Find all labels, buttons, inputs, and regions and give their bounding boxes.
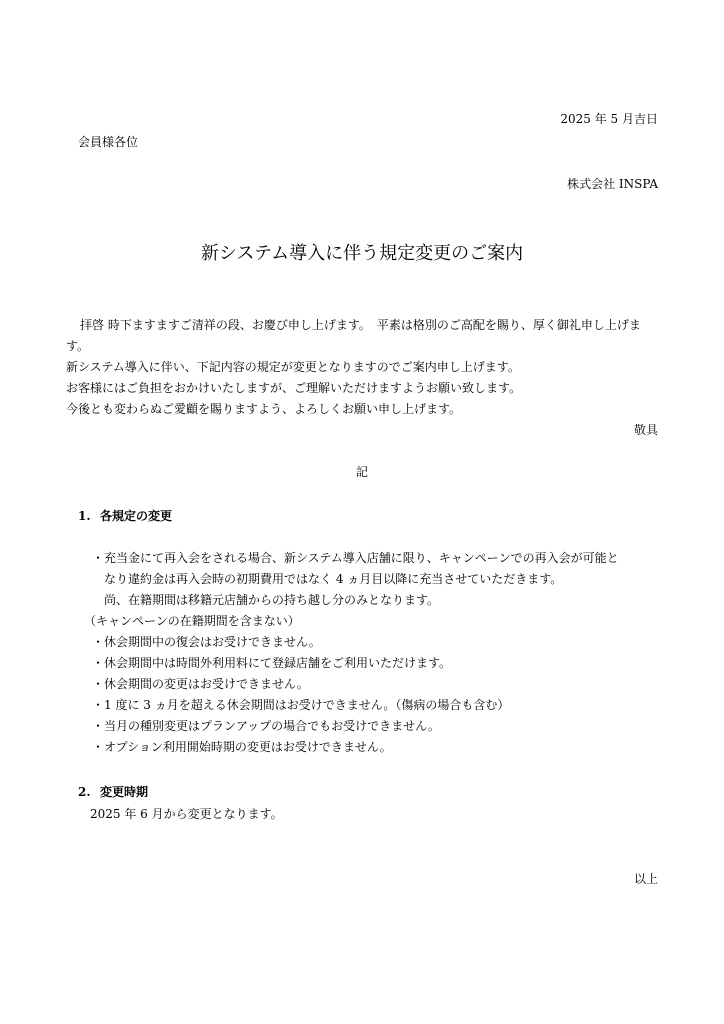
sender-company: 株式会社 INSPA <box>567 177 658 191</box>
document-title: 新システム導入に伴う規定変更のご案内 <box>200 243 524 264</box>
section-2-title: 変更時期 <box>100 785 149 799</box>
list-item: ・休会期間中は時間外利用料にて登録店舗をご利用いただけます。 <box>92 656 452 670</box>
intro-line-2: 新システム導入に伴い、下記内容の規定が変更となりますのでご案内申し上げます。 <box>66 360 520 374</box>
list-item: ・1 度に 3 ヵ月を超える休会期間はお受けできません。（傷病の場合も含む） <box>92 698 510 712</box>
list-item: なり違約金は再入会時の初期費用ではなく 4 ヵ月目以降に充当させていただきます。 <box>104 572 563 586</box>
letter-date: 2025 年 5 月吉日 <box>560 112 658 126</box>
list-item: ・休会期間の変更はお受けできません。 <box>92 677 309 691</box>
intro-line-3: お客様にはご負担をおかけいたしますが、ご理解いただけますようお願い致します。 <box>66 381 522 395</box>
section-1-number: 1. <box>78 509 91 523</box>
section-1-title: 各規定の変更 <box>100 509 173 523</box>
list-item: ・オプション利用開始時期の変更はお受けできません。 <box>92 740 392 754</box>
list-item: ・充当金にて再入会をされる場合、新システム導入店舗に限り、キャンペーンでの再入会が可能と <box>92 551 619 565</box>
change-period-text: 2025 年 6 月から変更となります。 <box>90 807 283 821</box>
intro-line-4: 今後とも変わらぬご愛顧を賜りますよう、よろしくお願い申し上げます。 <box>66 402 462 416</box>
recipient: 会員様各位 <box>78 135 139 149</box>
list-item: （キャンペーンの在籍期間を含まない） <box>84 614 300 628</box>
end-mark: 以上 <box>633 872 658 886</box>
intro-paragraph <box>66 315 661 420</box>
list-item: ・休会期間中の復会はお受けできません。 <box>92 635 321 649</box>
list-item: 尚、在籍期間は移籍元店舗からの持ち越し分のみとなります。 <box>104 593 440 607</box>
ki-marker: 記 <box>355 465 368 479</box>
section-2-number: 2. <box>78 785 91 799</box>
section-1-heading <box>78 508 172 524</box>
section-2-heading <box>78 784 148 800</box>
intro-line-1: 拝啓 時下ますますご清祥の段、お慶び申し上げます。 平素は格別のご高配を賜り、厚く御礼申し上げます。 <box>66 318 641 353</box>
section-1-list <box>84 548 667 758</box>
closing-phrase: 敬具 <box>633 423 658 437</box>
list-item: ・当月の種別変更はプランアップの場合でもお受けできません。 <box>92 719 440 733</box>
